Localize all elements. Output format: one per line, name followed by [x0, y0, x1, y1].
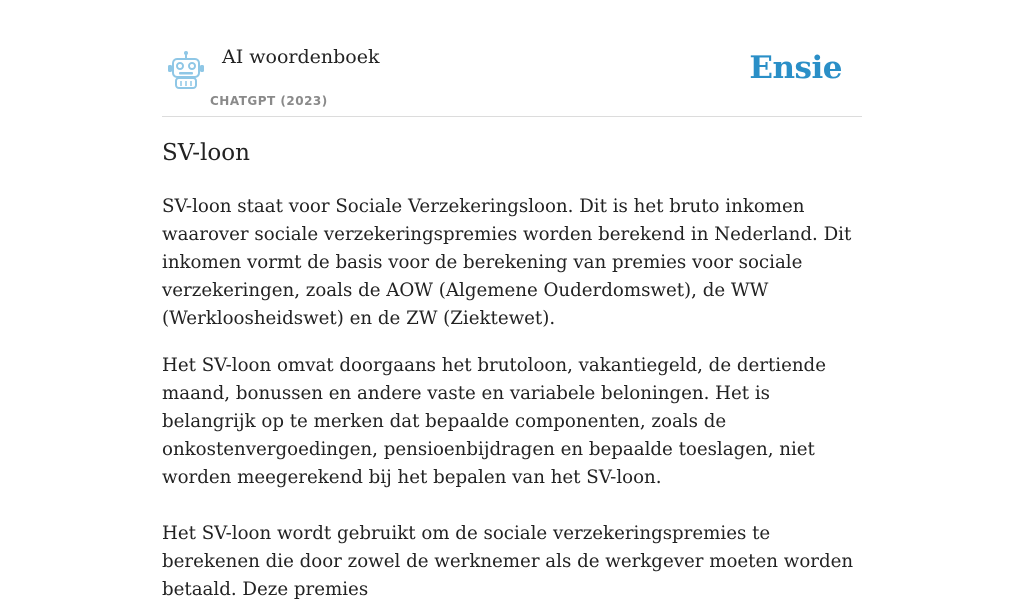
- term-title: SV-loon: [162, 140, 250, 166]
- paragraph-3: Het SV-loon wordt gebruikt om de sociale verzekeringspremies te berekenen die door zowel de werknemer als de werkgever moeten worden betaald. Deze premies: [162, 523, 854, 600]
- article-body: [162, 193, 866, 604]
- paragraph-2: Het SV-loon omvat doorgaans het brutoloon, vakantiegeld, de dertiende maand, bonussen en andere vaste en variabele beloningen. Het is belangrijk op te merken dat bepaalde componenten, zoals de onkostenvergoedingen, pensioenbijdragen en bepaalde toeslagen, niet worden meegerekend bij het bepalen van het SV-loon.: [162, 355, 826, 488]
- paragraph-1: SV-loon staat voor Sociale Verzekeringsloon. Dit is het bruto inkomen waarover sociale verzekeringspremies worden berekend in Nederland. Dit inkomen vormt de basis voor de berekening van premies voor sociale verzekeringen, zoals de AOW (Algemene Ouderdomswet), de WW (Werkloosheidswet) en de ZW (Ziektewet).: [162, 196, 852, 329]
- brand-logo[interactable]: Ensie: [749, 50, 842, 86]
- page-header: [162, 0, 862, 117]
- source-title[interactable]: AI woordenboek: [222, 46, 380, 68]
- robot-icon: [166, 50, 206, 90]
- source-subtitle: CHATGPT (2023): [210, 94, 328, 108]
